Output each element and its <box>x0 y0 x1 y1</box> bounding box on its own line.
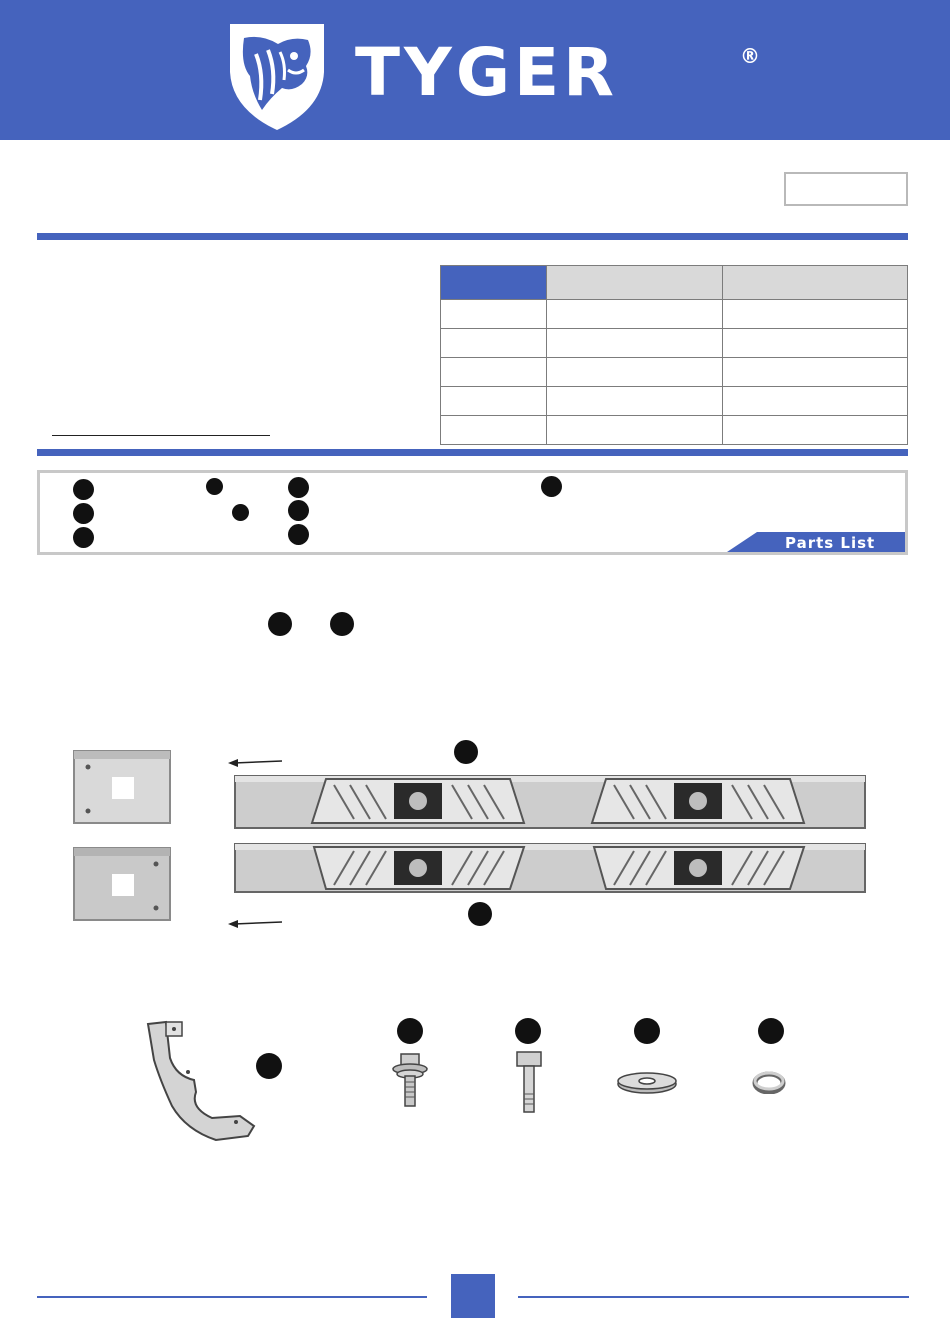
step-marker <box>468 902 492 926</box>
table-header-cell <box>441 266 547 300</box>
mounting-bracket-icon <box>136 1018 276 1148</box>
table-row <box>441 416 908 445</box>
part-marker <box>232 504 249 521</box>
table-cell <box>547 416 723 445</box>
table-cell <box>441 300 547 329</box>
table-cell <box>547 329 723 358</box>
table-header-cell <box>723 266 908 300</box>
part-marker <box>73 479 94 500</box>
table-header-row <box>441 266 908 300</box>
flange-bolt-icon <box>390 1052 430 1112</box>
table-row <box>441 387 908 416</box>
table-row <box>441 300 908 329</box>
table-cell <box>723 416 908 445</box>
table-cell <box>723 387 908 416</box>
tiger-shield-logo-icon <box>222 14 332 134</box>
part-marker <box>515 1018 541 1044</box>
table-cell <box>723 329 908 358</box>
table-cell <box>723 358 908 387</box>
part-marker <box>256 1053 282 1079</box>
arrow-left-icon <box>228 756 284 770</box>
mid-rule <box>37 449 908 456</box>
table-cell <box>723 300 908 329</box>
fitment-table <box>440 265 908 445</box>
table-row <box>441 358 908 387</box>
parts-list-label: Parts List <box>785 534 876 552</box>
running-board-icon <box>234 843 866 893</box>
footer-line-right <box>518 1296 909 1298</box>
table-cell <box>441 358 547 387</box>
part-marker <box>541 476 562 497</box>
table-cell <box>441 387 547 416</box>
part-marker <box>758 1018 784 1044</box>
part-marker <box>397 1018 423 1044</box>
hex-bolt-icon <box>514 1050 544 1116</box>
top-rule <box>37 233 908 240</box>
table-header-cell <box>547 266 723 300</box>
part-marker <box>288 477 309 498</box>
step-marker <box>268 612 292 636</box>
table-cell <box>547 387 723 416</box>
part-marker <box>288 524 309 545</box>
footer-line-left <box>37 1296 427 1298</box>
brand-wordmark: TYGER <box>355 34 618 111</box>
table-cell <box>441 329 547 358</box>
table-row <box>441 329 908 358</box>
part-marker <box>288 500 309 521</box>
vehicle-underline <box>52 435 270 436</box>
registered-mark: ® <box>740 44 760 68</box>
step-marker <box>454 740 478 764</box>
lock-washer-icon <box>752 1070 786 1094</box>
running-board-icon <box>234 775 866 829</box>
part-number-box <box>784 172 908 206</box>
arrow-left-icon <box>228 917 284 931</box>
table-cell <box>547 300 723 329</box>
table-cell <box>441 416 547 445</box>
step-marker <box>330 612 354 636</box>
part-marker <box>73 503 94 524</box>
part-marker <box>634 1018 660 1044</box>
end-cap-icon <box>72 749 172 825</box>
end-cap-icon <box>72 846 172 922</box>
flat-washer-icon <box>616 1071 678 1095</box>
part-marker <box>206 478 223 495</box>
page-number-box <box>451 1274 495 1318</box>
part-marker <box>73 527 94 548</box>
table-cell <box>547 358 723 387</box>
